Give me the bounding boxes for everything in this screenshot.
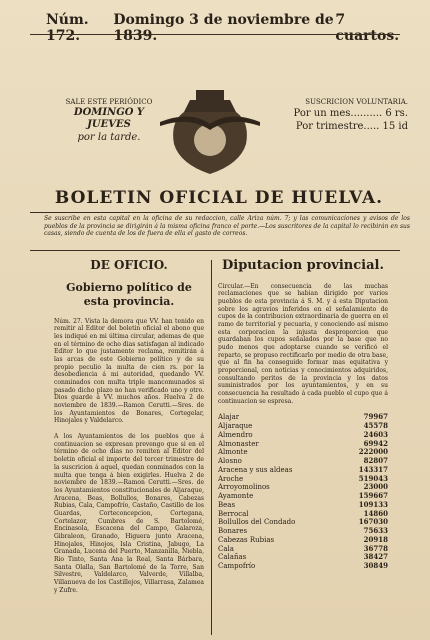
left-line2: DOMINGO Y JUEVES — [73, 106, 145, 131]
right-paragraph: Circular.—En consecuencia de las muchas reclamaciones que se habian dirigido por varios pueblos de esta provincia á S. M. y á esta Diputacion sobre los agravios inferidos en el señalamiento de cupos de la contribucion extraordinaria de guerra en el ramo de territorial y pecuaria, y conociendo así mismo esta corporacion la injusta desproporcion que guardaban los cupos señalados por la base que no pudo menos que adoptarse cuando se verificó el reparto, se propuso rectificarlo por medio de otra base, que al fin ha conseguido formar mas equitativa y proporcional, con noticias y conocimientos adquiridos, consultando peritos de la provincia y los datos suministrados por los ayuntamientos, y en su consecuencia ha resultado á cada pueblo el cupo que á continuacion se espresa. — [218, 282, 388, 405]
issue-price: 7 cuartos. — [335, 12, 400, 44]
list-item: Aljaraque 45578 — [218, 421, 388, 431]
title-rule — [30, 212, 400, 213]
right-line2: Por un mes.......... 6 rs. — [293, 108, 408, 120]
newspaper-title: BOLETIN OFICIAL DE HUELVA. — [54, 188, 384, 208]
right-line1: SUSCRICION VOLUNTARIA. — [305, 98, 408, 106]
subscription-notice: Se suscribe en esta capital en la oficina de su redaccion, calle Ariza núm. 7; y las comunicaciones y avisos de los pueblos de la provincia se dirigirán á la misma oficina franco el porte.—Los suscritores de la capital lo recibirán en sus casas, siendo de cuenta de los de fuera de ella el gasto de correos. — [44, 215, 410, 237]
town-list — [218, 413, 388, 571]
right-line3: Por trimestre..... 15 id — [295, 121, 408, 133]
masthead-top-line — [46, 12, 400, 44]
list-item: Berrocal 14860 — [218, 508, 388, 518]
list-item: Bonares 75633 — [218, 526, 388, 536]
left-line1: SALE ESTE PERIÓDICO — [65, 98, 153, 106]
list-item: Calañas 38427 — [218, 552, 388, 562]
list-item: Almonaster 69942 — [218, 438, 388, 448]
list-item: Campofrío 30849 — [218, 561, 388, 571]
issue-date: Domingo 3 de noviembre de 1839. — [113, 12, 334, 44]
left-column — [54, 258, 204, 602]
list-item: Beas 109133 — [218, 499, 388, 509]
publication-info — [54, 98, 164, 144]
right-column — [218, 258, 388, 571]
subscription-info — [248, 98, 408, 133]
list-item: Arroyomolinos 23000 — [218, 482, 388, 492]
list-item: Alajar 79967 — [218, 412, 388, 422]
list-item: Almendro 24603 — [218, 429, 388, 439]
column-divider — [211, 260, 212, 635]
list-item: Ayamonte 159667 — [218, 491, 388, 501]
left-line3: por la tarde. — [77, 131, 141, 143]
section-title-de-oficio: DE OFICIO. — [90, 258, 168, 272]
section-title-diputacion: Diputacion provincial. — [222, 258, 384, 273]
list-item: Aroche 519043 — [218, 473, 388, 483]
left-paragraph-2: A los Ayuntamientos de los pueblos que á continuacion se expresan prevengo que si en el término de ocho dias no remiten al Editor del boletin oficial el importe del tercer trimestre de la suscricion á aquel, quedan conminados con la multa que tenga á bien exigirles. Huelva 2 de noviembre de 1839.—Ramon Cerutti.—Sres. de los Ayuntamientos constitucionales de Aljaraque, Aracena, Beas, Bollullos, Bonares, Cabezas Rubias, Cala, Campofrío, Castaño, Castillo de los Guardas, Corteconcepcion, Cortegana, Cortelazor, Cumbres de S. Bartolomé, Encinasola, Escacena del Campo, Galaroza, Gibraleon, Granado, Higuera junto Aracena, Hinojales, Hinojos, Isla Cristina, Jabugo, La Granada, Lucena del Puerto, Manzanilla, Niebla, Rio Tinto, Santa Ana la Real, Santa Bárbara, Santa Olalla, San Bartolomé de la Torre, San Silvestre, Valdelarco, Valverde, Villalba, Villanueva de los Castillejos, Villarrasa, Zalamea y Zufre. — [54, 433, 204, 594]
list-item: Almonte 222000 — [218, 447, 388, 457]
left-paragraph-1: Núm. 27. Vista la demora que VV. han tenido en remitir al Editor del boletin oficial el abono que les indiqué en mi última circular, ademas de que en el término de ocho dias satisfagan al indicado Editor lo que justamente reclama, remitirán á las arcas de este Gobierno político y de su propio peculio la multa de cien rs. por la desobediencia á mi autoridad, quedando VV. conminados con multa triple mancomunados si pasado dicho plazo no han verificado uno y otro. Dios guarde á VV. muchos años. Huelva 2 de noviembre de 1839.—Ramon Cerutti.—Sres. de los Ayuntamientos de Bonares, Cortegelar, Hinojales y Valdelarco. — [54, 317, 204, 425]
list-item: Cabezas Rubias 20918 — [218, 534, 388, 544]
list-item: Aracena y sus aldeas 143317 — [218, 464, 388, 474]
top-rule — [30, 34, 400, 35]
list-item: Bollullos del Condado 167030 — [218, 517, 388, 527]
issue-number: Núm. 172. — [46, 12, 89, 44]
subsection-title: Gobierno político de esta provincia. — [66, 281, 192, 308]
notice-rule — [30, 250, 400, 251]
list-item: Cala 36778 — [218, 543, 388, 553]
list-item: Alosno 82807 — [218, 456, 388, 466]
